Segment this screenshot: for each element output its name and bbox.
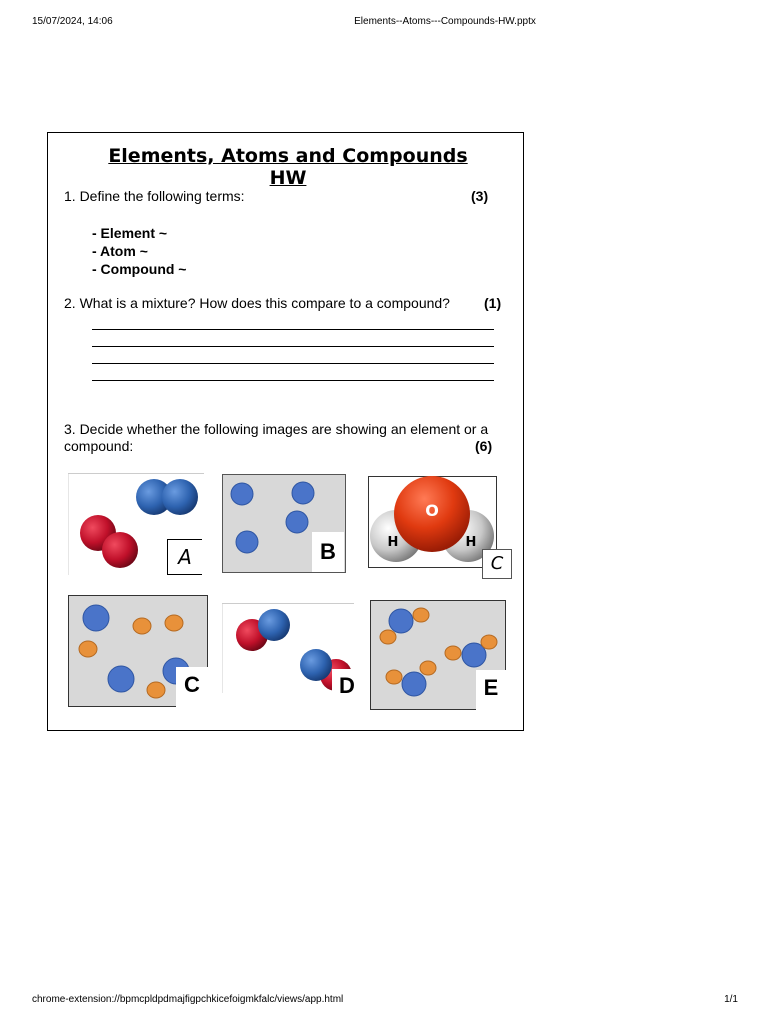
question-1-marks: (3) xyxy=(471,188,489,204)
image-c-art xyxy=(368,476,498,568)
image-e-label: E xyxy=(476,670,506,710)
worksheet-slide xyxy=(47,132,524,731)
image-c-water-molecule xyxy=(368,476,504,574)
image-b-label: B xyxy=(312,532,344,572)
oxygen-symbol: O xyxy=(425,501,439,520)
image-a-diatomic-molecules xyxy=(68,473,204,575)
image-d-compound-molecules xyxy=(222,603,355,698)
image-a-label: A xyxy=(167,539,202,575)
worksheet-title xyxy=(48,145,528,189)
hydrogen-symbol-left: H xyxy=(387,535,399,550)
image-c2-label: C xyxy=(176,667,208,707)
question-1: 1. Define the following terms: xyxy=(64,188,245,204)
image-c2-mixed-atoms xyxy=(68,595,208,707)
answer-lines xyxy=(92,313,494,381)
term-atom: - Atom ~ xyxy=(92,243,148,259)
question-3-marks: (6) xyxy=(475,438,493,454)
question-2-marks: (1) xyxy=(484,295,502,311)
image-c-label: C xyxy=(482,549,512,579)
answer-line[interactable] xyxy=(92,347,494,364)
image-e-mixed-molecules xyxy=(370,600,506,710)
image-b-single-atoms xyxy=(222,474,346,573)
print-file-title: Elements--Atoms---Compounds-HW.pptx xyxy=(354,16,536,27)
term-element: - Element ~ xyxy=(92,225,168,241)
question-2: 2. What is a mixture? How does this compare to a compound? xyxy=(64,295,450,311)
print-datetime: 15/07/2024, 14:06 xyxy=(32,16,113,27)
image-d-label: D xyxy=(332,669,362,703)
title-line-2: HW xyxy=(269,167,307,189)
term-list xyxy=(92,224,187,278)
answer-line[interactable] xyxy=(92,364,494,381)
term-compound: - Compound ~ xyxy=(92,261,187,277)
print-url: chrome-extension://bpmcpldpdmajfigpchkicefoigmkfalc/views/app.html xyxy=(32,994,344,1005)
hydrogen-symbol-right: H xyxy=(465,535,477,550)
answer-line[interactable] xyxy=(92,313,494,330)
answer-line[interactable] xyxy=(92,330,494,347)
title-line-1: Elements, Atoms and Compounds xyxy=(108,145,468,167)
print-page-number: 1/1 xyxy=(724,994,738,1005)
question-3: 3. Decide whether the following images are showing an element or a compound: xyxy=(64,421,489,454)
